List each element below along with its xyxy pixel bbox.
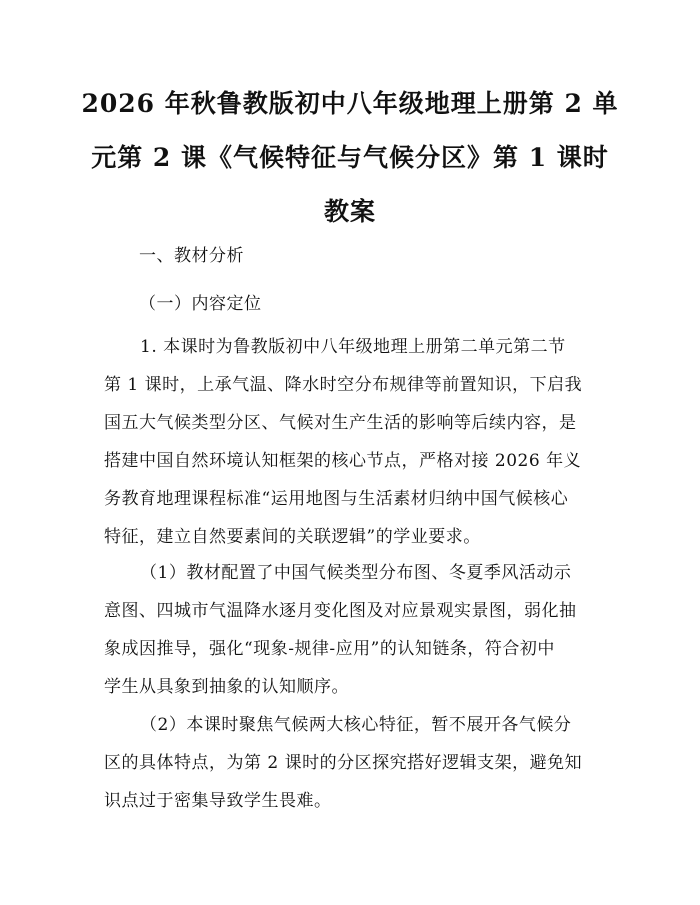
title-line-3: 教案 (323, 197, 376, 226)
document-title (60, 82, 640, 234)
paragraph-2-line: 意图、四城市气温降水逐月变化图及对应景观实景图，弱化抽 (104, 601, 577, 621)
paragraph-2-line: 学生从具象到抽象的认知顺序。 (104, 677, 349, 697)
paragraph-1-line: 第 1 课时，上承气温、降水时空分布规律等前置知识，下启我 (104, 375, 583, 395)
paragraph-3-line: 区的具体特点，为第 2 课时的分区探究搭好逻辑支架，避免知 (104, 753, 583, 773)
title-line-2: 元第 2 课《气候特征与气候分区》第 1 课时 (91, 143, 609, 172)
paragraph-1-line: 搭建中国自然环境认知框架的核心节点，严格对接 2026 年义 (104, 451, 582, 471)
paragraph-3 (104, 706, 604, 820)
paragraph-1-line: 特征，建立自然要素间的关联逻辑”的学业要求。 (104, 527, 481, 547)
paragraph-3-line: （2）本课时聚焦气候两大核心特征，暂不展开各气候分 (140, 715, 572, 735)
paragraph-1-line: 国五大气候类型分区、气候对生产生活的影响等后续内容，是 (104, 413, 577, 433)
paragraph-3-line: 识点过于密集导致学生畏难。 (104, 791, 332, 811)
paragraph-2-line: （1）教材配置了中国气候类型分布图、冬夏季风活动示 (140, 563, 572, 583)
paragraph-2-line: 象成因推导，强化“现象-规律-应用”的认知链条，符合初中 (104, 639, 555, 659)
section-heading: 一、教材分析 (139, 246, 244, 266)
paragraph-2 (104, 554, 604, 706)
subsection-heading: （一）内容定位 (139, 294, 262, 314)
paragraph-1-line: 务教育地理课程标准“运用地图与生活素材归纳中国气候核心 (104, 489, 569, 509)
paragraph-1 (104, 328, 604, 556)
title-line-1: 2026 年秋鲁教版初中八年级地理上册第 2 单 (81, 89, 619, 118)
paragraph-1-line: 1. 本课时为鲁教版初中八年级地理上册第二单元第二节 (140, 337, 566, 357)
